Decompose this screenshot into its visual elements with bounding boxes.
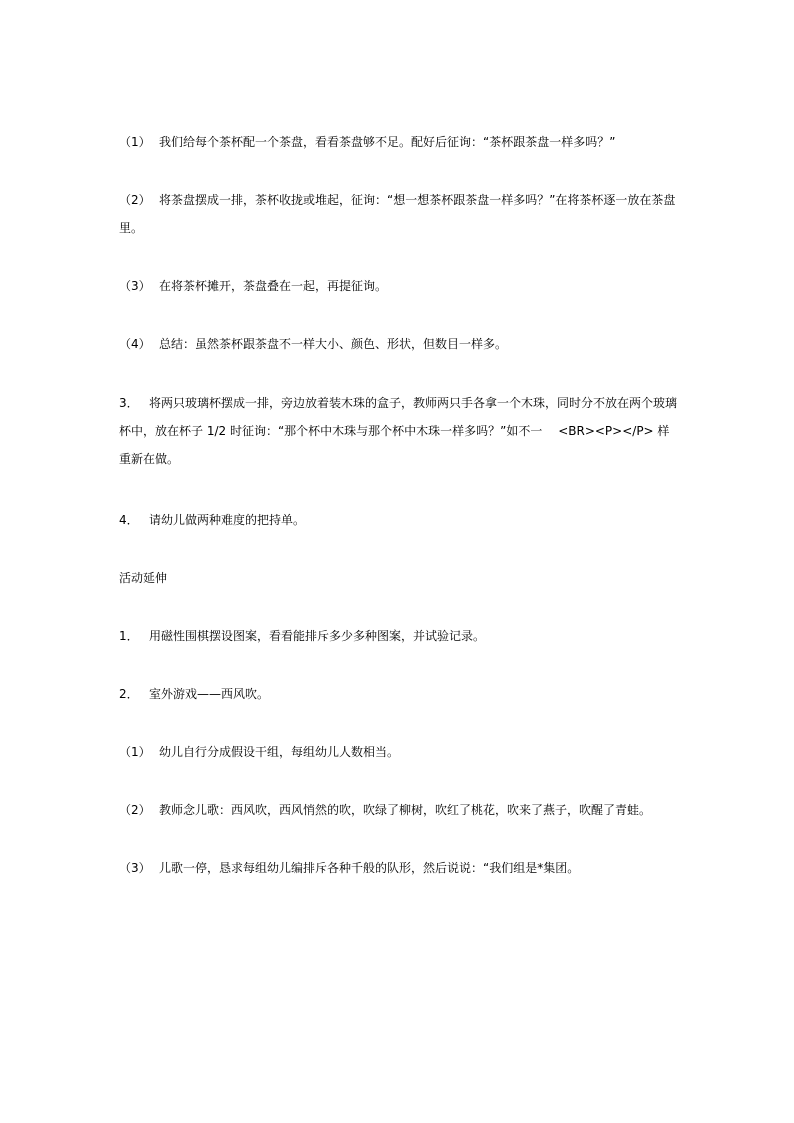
paragraph-number: （3） — [119, 861, 151, 875]
paragraph-text: 儿歌一停，恳求每组幼儿编排斥各种千般的队形，然后说说：“我们组是*集团。 — [159, 861, 580, 875]
paragraph-number: （4） — [119, 337, 151, 351]
paragraph-6 — [119, 506, 679, 534]
paragraph-number: （2） — [119, 193, 151, 207]
paragraph-number: 2． — [119, 687, 139, 701]
paragraph-5 — [119, 389, 679, 473]
paragraph-text: 总结：虽然茶杯跟茶盘不一样大小、颜色、形状，但数目一样多。 — [159, 337, 508, 351]
paragraph-text: 我们给每个茶杯配一个茶盘，看看茶盘够不足。配好后征询：“茶杯跟茶盘一样多吗？” — [159, 135, 616, 149]
paragraph-1 — [119, 128, 679, 156]
paragraph-3 — [119, 272, 679, 300]
paragraph-12 — [119, 854, 679, 882]
paragraph-text: 请幼儿做两种难度的把持单。 — [149, 513, 306, 527]
paragraph-text: 用磁性围棋摆设图案，看看能排斥多少多种图案，并试验记录。 — [149, 629, 486, 643]
paragraph-text: 在将茶杯摊开，茶盘叠在一起，再提征询。 — [159, 279, 388, 293]
paragraph-number: （1） — [119, 745, 151, 759]
paragraph-text: 室外游戏——西风吹。 — [149, 687, 270, 701]
paragraph-4 — [119, 330, 679, 358]
paragraph-number: 3． — [119, 396, 139, 410]
paragraph-text: 将茶盘摆成一排，茶杯收拢或堆起，征询：“想一想茶杯跟茶盘一样多吗？”在将茶杯逐一放在茶盘里。 — [119, 193, 676, 235]
paragraph-number: 1． — [119, 629, 139, 643]
section-heading — [119, 564, 679, 592]
paragraph-number: 4． — [119, 513, 139, 527]
paragraph-number: （2） — [119, 803, 151, 817]
paragraph-number: （3） — [119, 279, 151, 293]
paragraph-2 — [119, 186, 679, 242]
paragraph-8 — [119, 622, 679, 650]
paragraph-text: 幼儿自行分成假设干组，每组幼儿人数相当。 — [159, 745, 400, 759]
paragraph-number: （1） — [119, 135, 151, 149]
paragraph-text: 将两只玻璃杯摆成一排，旁边放着装木珠的盒子，教师两只手各拿一个木珠，同时分不放在两个玻璃杯中，放在杯子 1/2 时征询：“那个杯中木珠与那个杯中木珠一样多吗？”如不一 <BR><P></P> 样重新在做。 — [119, 396, 678, 466]
paragraph-10 — [119, 738, 679, 766]
heading-text: 活动延伸 — [119, 571, 168, 585]
paragraph-9 — [119, 680, 679, 708]
paragraph-11 — [119, 796, 679, 824]
paragraph-text: 教师念儿歌：西风吹，西风悄然的吹，吹绿了柳树，吹红了桃花，吹来了燕子，吹醒了青蛙。 — [159, 803, 652, 817]
